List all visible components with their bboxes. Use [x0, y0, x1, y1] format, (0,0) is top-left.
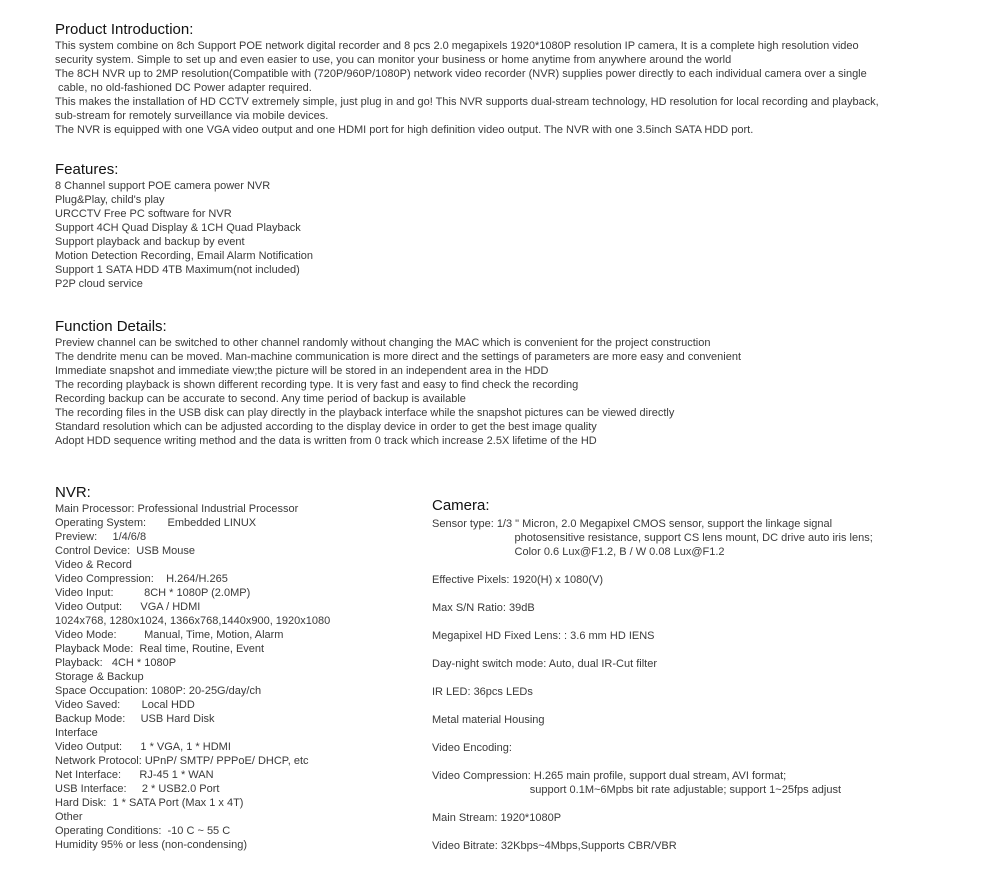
text-line: Recording backup can be accurate to second. Any time period of backup is available: [55, 393, 466, 405]
text-line: This makes the installation of HD CCTV extremely simple, just plug in and go! This NVR supports dual-stream technology, HD resolution for local recording and playback,: [55, 96, 879, 108]
features-list: [55, 179, 313, 291]
camera-spec-line: support 0.1M~6Mpbs bit rate adjustable; support 1~25fps adjust: [432, 784, 842, 796]
text-line: cable, no old-fashioned DC Power adapter required.: [55, 82, 312, 94]
camera-spec-line: Main Stream: 1920*1080P: [432, 812, 562, 824]
text-line: Support playback and backup by event: [55, 236, 245, 248]
camera-spec-line: IR LED: 36pcs LEDs: [432, 686, 533, 698]
nvr-spec-list: [55, 502, 330, 852]
text-line: Space Occupation: 1080P: 20-25G/day/ch: [55, 685, 262, 697]
text-line: The 8CH NVR up to 2MP resolution(Compatible with (720P/960P/1080P) network video recorder (NVR) supplies power directly to each individual camera over a single: [55, 68, 867, 80]
text-line: Support 4CH Quad Display & 1CH Quad Playback: [55, 222, 301, 234]
text-line: Other: [55, 811, 83, 823]
text-line: Backup Mode: USB Hard Disk: [55, 713, 215, 725]
text-line: Video Input: 8CH * 1080P (2.0MP): [55, 587, 251, 599]
text-line: Video Compression: H.264/H.265: [55, 573, 228, 585]
nvr-heading: NVR:: [55, 484, 91, 501]
text-line: The recording files in the USB disk can play directly in the playback interface while the snapshot pictures can be viewed directly: [55, 407, 675, 419]
camera-spec-line: Video Bitrate: 32Kbps~4Mbps,Supports CBR/VBR: [432, 840, 677, 852]
text-line: The NVR is equipped with one VGA video output and one HDMI port for high definition video output. The NVR with one 3.5inch SATA HDD port.: [55, 124, 754, 136]
text-line: 8 Channel support POE camera power NVR: [55, 180, 271, 192]
text-line: Playback: 4CH * 1080P: [55, 657, 177, 669]
features-section: [55, 161, 313, 291]
text-line: Video Output: 1 * VGA, 1 * HDMI: [55, 741, 231, 753]
text-line: Playback Mode: Real time, Routine, Event: [55, 643, 265, 655]
text-line: 1024x768, 1280x1024, 1366x768,1440x900, 1920x1080: [55, 615, 331, 627]
camera-spec-line: Day-night switch mode: Auto, dual IR-Cut filter: [432, 658, 657, 670]
text-line: Humidity 95% or less (non-condensing): [55, 839, 247, 851]
camera-spec-item: [432, 769, 873, 797]
camera-spec-item: [432, 601, 873, 615]
text-line: Operating System: Embedded LINUX: [55, 517, 257, 529]
text-line: The recording playback is shown different recording type. It is very fast and easy to find check the recording: [55, 379, 579, 391]
text-line: Immediate snapshot and immediate view;the picture will be stored in an independent area in the HDD: [55, 365, 549, 377]
text-line: Video Output: VGA / HDMI: [55, 601, 201, 613]
camera-spec-item: [432, 685, 873, 699]
camera-heading: Camera:: [432, 497, 490, 514]
product-introduction-body: [55, 39, 955, 137]
text-line: The dendrite menu can be moved. Man-machine communication is more direct and the settings of parameters are more easy and convenient: [55, 351, 742, 363]
camera-spec-section: [432, 497, 873, 853]
text-line: Control Device: USB Mouse: [55, 545, 195, 557]
product-introduction-section: [55, 21, 955, 137]
text-line: Support 1 SATA HDD 4TB Maximum(not included): [55, 264, 300, 276]
camera-spec-item: [432, 741, 873, 755]
text-line: Hard Disk: 1 * SATA Port (Max 1 x 4T): [55, 797, 244, 809]
text-line: Network Protocol: UPnP/ SMTP/ PPPoE/ DHCP, etc: [55, 755, 309, 767]
camera-spec-item: [432, 629, 873, 643]
camera-spec-line: photosensitive resistance, support CS lens mount, DC drive auto iris lens;: [432, 532, 873, 544]
text-line: Preview: 1/4/6/8: [55, 531, 147, 543]
text-line: Adopt HDD sequence writing method and the data is written from 0 track which increase 2.5X lifetime of the HD: [55, 435, 597, 447]
camera-spec-line: Metal material Housing: [432, 714, 545, 726]
text-line: This system combine on 8ch Support POE network digital recorder and 8 pcs 2.0 megapixels 1920*1080P resolution IP camera, It is a complete high resolution video: [55, 40, 859, 52]
function-details-list: [55, 336, 741, 448]
text-line: P2P cloud service: [55, 278, 143, 290]
camera-spec-line: Color 0.6 Lux@F1.2, B / W 0.08 Lux@F1.2: [432, 546, 725, 558]
camera-spec-line: Sensor type: 1/3 " Micron, 2.0 Megapixel CMOS sensor, support the linkage signal: [432, 518, 833, 530]
text-line: security system. Simple to set up and even easier to use, you can monitor your business or home anytime from anywhere around the world: [55, 54, 732, 66]
camera-spec-item: [432, 839, 873, 853]
text-line: Net Interface: RJ-45 1 * WAN: [55, 769, 214, 781]
camera-spec-item: [432, 573, 873, 587]
camera-spec-line: Video Encoding:: [432, 742, 512, 754]
camera-spec-item: [432, 657, 873, 671]
text-line: URCCTV Free PC software for NVR: [55, 208, 232, 220]
text-line: Storage & Backup: [55, 671, 144, 683]
text-line: Interface: [55, 727, 98, 739]
camera-spec-item: [432, 517, 873, 559]
text-line: Operating Conditions: -10 C ~ 55 C: [55, 825, 231, 837]
function-details-heading: Function Details:: [55, 318, 167, 335]
camera-spec-line: Video Compression: H.265 main profile, support dual stream, AVI format;: [432, 770, 787, 782]
product-introduction-heading: Product Introduction:: [55, 21, 194, 38]
text-line: Video Saved: Local HDD: [55, 699, 195, 711]
text-line: Video Mode: Manual, Time, Motion, Alarm: [55, 629, 284, 641]
text-line: Plug&Play, child's play: [55, 194, 165, 206]
camera-spec-list: [432, 517, 873, 853]
features-heading: Features:: [55, 161, 119, 178]
text-line: Standard resolution which can be adjusted according to the display device in order to get the best image quality: [55, 421, 597, 433]
text-line: sub-stream for remotely surveillance via mobile devices.: [55, 110, 329, 122]
function-details-section: [55, 318, 741, 448]
nvr-spec-section: [55, 484, 330, 852]
text-line: Preview channel can be switched to other channel randomly without changing the MAC which is convenient for the project construction: [55, 337, 711, 349]
text-line: Video & Record: [55, 559, 132, 571]
camera-spec-item: [432, 811, 873, 825]
camera-spec-item: [432, 713, 873, 727]
text-line: Motion Detection Recording, Email Alarm Notification: [55, 250, 314, 262]
camera-spec-line: Max S/N Ratio: 39dB: [432, 602, 535, 614]
camera-spec-line: Effective Pixels: 1920(H) x 1080(V): [432, 574, 603, 586]
camera-spec-line: Megapixel HD Fixed Lens: : 3.6 mm HD IENS: [432, 630, 655, 642]
text-line: USB Interface: 2 * USB2.0 Port: [55, 783, 220, 795]
text-line: Main Processor: Professional Industrial Processor: [55, 503, 299, 515]
